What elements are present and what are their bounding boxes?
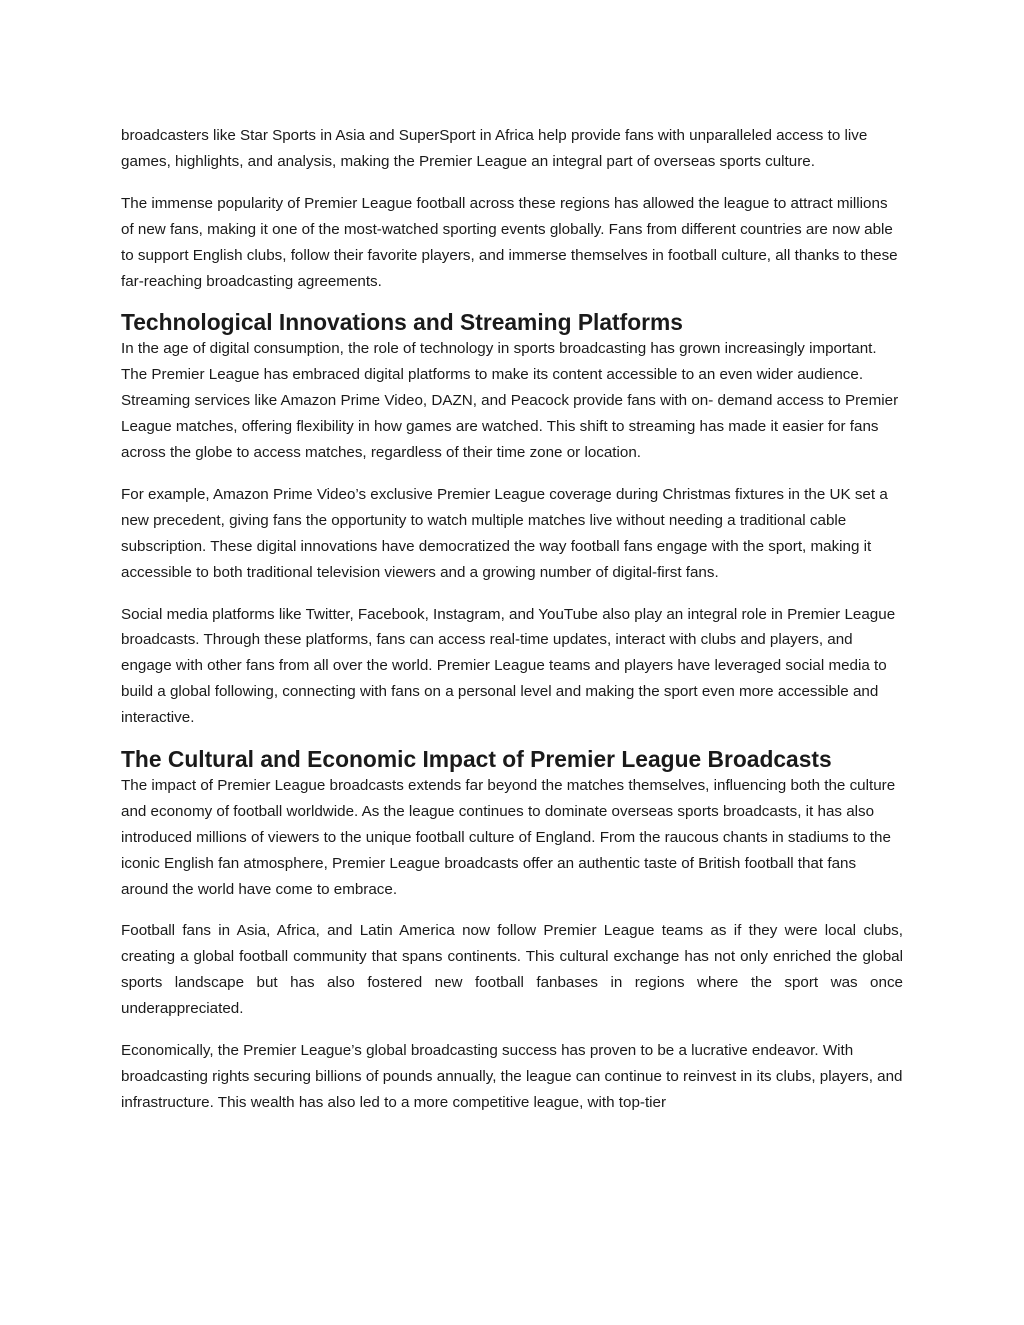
paragraph-amazon-example: For example, Amazon Prime Video’s exclusive Premier League coverage during Christmas fixtures in the UK set a new precedent, giving fans the opportunity to watch multiple matches live without needing a traditional cable subscription. These digital innovations have democratized the way football fans engage with the sport, making it accessible to both traditional television viewers and a growing number of digital-first fans.: [121, 485, 888, 581]
paragraph-global-fans: Football fans in Asia, Africa, and Latin America now follow Premier League teams as if they were local clubs, creating a global football community that spans continents. This cultural exchange has not only enriched the global sports landscape but has also fostered new football fanbases in regions where the sport was once underappreciated.: [121, 922, 903, 1018]
paragraph-impact: The impact of Premier League broadcasts extends far beyond the matches themselves, influencing both the culture and economy of football worldwide. As the league continues to dominate overseas sports broadcasts, it has also introduced millions of viewers to the unique football culture of England. From the raucous chants in stadiums to the iconic English fan atmosphere, Premier League broadcasts offer an authentic taste of British football that fans around the world have come to embrace.: [121, 776, 896, 898]
paragraph-broadcasters: broadcasters like Star Sports in Asia and SuperSport in Africa help provide fans with unparalleled access to live games, highlights, and analysis, making the Premier League an integral part of overseas sports culture.: [121, 127, 868, 170]
section-technological-innovations: [121, 310, 903, 465]
paragraph-social-media: Social media platforms like Twitter, Facebook, Instagram, and YouTube also play an integral role in Premier League broadcasts. Through these platforms, fans can access real-time updates, interact with clubs and players, and engage with other fans from all over the world. Premier League teams and players have leveraged social media to build a global following, connecting with fans on a personal level and making the sport even more accessible and interactive.: [121, 605, 896, 727]
paragraph-digital-consumption: In the age of digital consumption, the role of technology in sports broadcasting has grown increasingly important. The Premier League has embraced digital platforms to make its content accessible to an even wider audience. Streaming services like Amazon Prime Video, DAZN, and Peacock provide fans with on- demand access to Premier League matches, offering flexibility in how games are watched. This shift to streaming has made it easier for fans across the globe to access matches, regardless of their time zone or location.: [121, 340, 899, 461]
section-cultural-economic-impact: [121, 747, 903, 902]
paragraph-popularity: The immense popularity of Premier League football across these regions has allowed the league to attract millions of new fans, making it one of the most-watched sporting events globally. Fans from different countries are now able to support English clubs, follow their favorite players, and immerse themselves in football culture, all thanks to these far-reaching broadcasting agreements.: [121, 194, 898, 290]
paragraph-economic: Economically, the Premier League’s global broadcasting success has proven to be a lucrative endeavor. With broadcasting rights securing billions of pounds annually, the league can continue to reinvest in its clubs, players, and infrastructure. This wealth has also led to a more competitive league, with top-tier: [121, 1042, 903, 1111]
section-heading: Technological Innovations and Streaming Platforms: [121, 309, 683, 336]
document-body: [121, 123, 903, 1132]
section-heading: The Cultural and Economic Impact of Premier League Broadcasts: [121, 746, 832, 773]
